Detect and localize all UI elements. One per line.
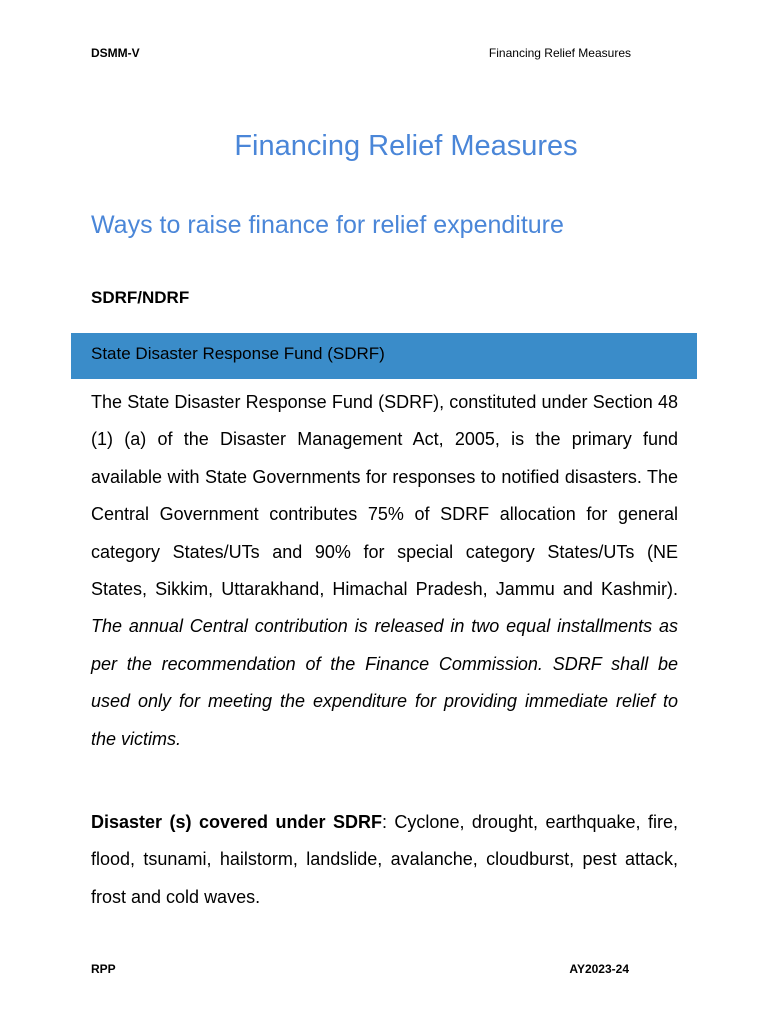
footer-left: RPP (91, 962, 116, 976)
section-label: SDRF/NDRF (91, 288, 190, 307)
sdrf-description-italic-text: The annual Central contribution is released in two equal installments as per the recommendation of the Finance Commission. SDRF shall be used only for meeting the expenditure for providing immediate relief to the victims. (91, 616, 678, 749)
sdrf-description-text: The State Disaster Response Fund (SDRF), constituted under Section 48 (1) (a) of the Disaster Management Act, 2005, is the primary fund available with State Governments for responses to notified disasters. The Central Government contributes 75% of SDRF allocation for general category States/UTs and 90% for special category States/UTs (NE States, Sikkim, Uttarakhand, Himachal Pradesh, Jammu and Kashmir). (91, 392, 678, 600)
page-subtitle: Ways to raise finance for relief expenditure (91, 211, 564, 239)
page-title: Financing Relief Measures (234, 130, 578, 162)
disasters-covered-label: Disaster (s) covered under SDRF (91, 812, 382, 832)
sdrf-description-paragraph (91, 384, 678, 758)
disasters-covered-paragraph (91, 804, 678, 916)
footer-right: AY2023-24 (569, 962, 629, 976)
section-banner: State Disaster Response Fund (SDRF) (71, 333, 697, 379)
header-left: DSMM-V (91, 46, 140, 60)
header-right: Financing Relief Measures (488, 46, 631, 60)
disasters-covered-text: : Cyclone, drought, earthquake, fire, flood, tsunami, hailstorm, landslide, avalanche, cloudburst, pest attack, frost and cold waves. (91, 812, 678, 907)
